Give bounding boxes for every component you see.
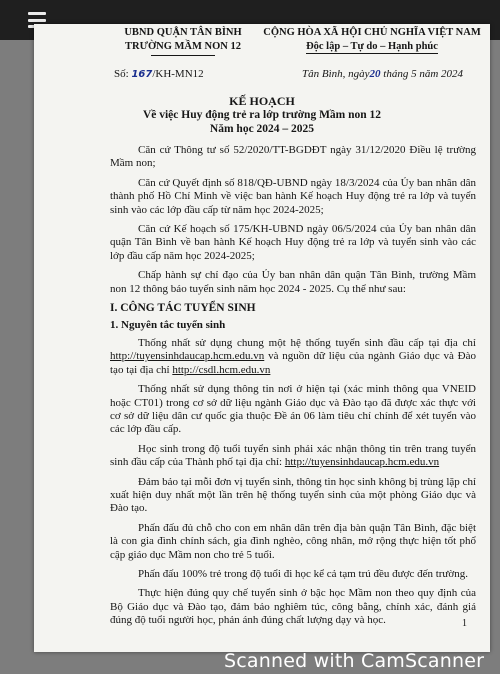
paragraph-regulations: Thực hiện đúng quy chế tuyển sinh ở bậc học Mầm non theo quy định của Bộ Giáo dục và Đào tạo, đảm bảo nghiêm túc, công bằng, chính xác, đánh giá đúng độ tuổi người học, phản ánh đúng chất lượng dạy và học. — [110, 587, 476, 627]
issuing-authority — [106, 26, 260, 56]
document-body — [110, 144, 476, 634]
authority-school: TRƯỜNG MẦM NON 12 — [125, 41, 241, 52]
handwritten-number: 167 — [131, 69, 153, 80]
paragraph-residence: Thống nhất sử dụng thông tin nơi ở hiện tại (xác minh thông qua VNEID hoặc CT01) trong cơ sở dữ liệu ngành Giáo dục và Đào tạo đã được xác thực với cơ sở dữ liệu dân cư quốc gia thuộc Đề án 06 làm tiêu chí chính để xét tuyển vào các lớp đầu cấp. — [110, 383, 476, 436]
title-subject: Về việc Huy động trẻ ra lớp trường Mầm non 12 — [142, 109, 382, 121]
national-motto: Độc lập – Tự do – Hạnh phúc — [306, 41, 438, 52]
header-underline — [151, 55, 215, 56]
handwritten-day: 20 — [369, 68, 381, 80]
paragraph-legal-basis-2: Căn cứ Quyết định số 818/QĐ-UBND ngày 18/3/2024 của Ủy ban nhân dân thành phố Hồ Chí Minh về việc ban hành Kế hoạch Huy động trẻ ra lớp và tuyển sinh vào các lớp đầu cấp từ năm học 2024-2025; — [110, 176, 476, 216]
title-year: Năm học 2024 – 2025 — [209, 123, 315, 135]
scanner-watermark: Scanned with CamScanner — [224, 650, 485, 672]
paragraph-legal-basis-3: Căn cứ Kế hoạch số 175/KH-UBND ngày 06/5/2024 của Ủy ban nhân dân quận Tân Bình về ban hành Kế hoạch Huy động trẻ ra lớp và tuyển sinh vào các lớp đầu cấp năm học 2024-2025; — [110, 223, 476, 262]
paragraph-no-duplicates: Đảm bảo tại mỗi đơn vị tuyển sinh, thông tin học sinh không bị trùng lặp chỉ xuất hiện duy nhất một lần trên hệ thống tuyển sinh của một phòng Giáo dục và Đào tạo. — [110, 475, 476, 515]
link-tuyensinh-2[interactable]: http://tuyensinhdaucap.hcm.edu.vn — [284, 456, 440, 469]
title-type: KẾ HOẠCH — [229, 94, 295, 108]
document-number: Số: 167/KH-MN12 — [114, 68, 204, 80]
national-title: CỘNG HÒA XÃ HỘI CHỦ NGHĨA VIỆT NAM — [263, 27, 481, 38]
link-csdl[interactable]: http://csdl.hcm.edu.vn — [172, 363, 271, 376]
paragraph-capacity: Phấn đấu đủ chỗ cho con em nhân dân trên địa bàn quận Tân Bình, đặc biệt là con gia đình chính sách, gia đình nghèo, công nhân, mở rộng thực hiện tốt phổ cập giáo dục Mầm non cho trẻ 5 tuổi. — [110, 521, 476, 561]
paragraph-system: Thống nhất sử dụng chung một hệ thống tuyển sinh đầu cấp tại địa chỉ http://tuyensinhdaucap.hcm.edu.vn và nguồn dữ liệu của ngành Giáo dục và Đào tạo tại địa chỉ http://csdl.hcm.edu.vn — [110, 336, 476, 376]
link-tuyensinh[interactable]: http://tuyensinhdaucap.hcm.edu.vn — [110, 350, 265, 363]
subsection-heading: 1. Nguyên tắc tuyển sinh — [110, 319, 226, 332]
paragraph-directive: Chấp hành sự chỉ đạo của Ủy ban nhân dân quận Tân Bình, trường Mầm non 12 thông báo tuyển sinh năm học 2024 - 2025. Cụ thể như sau: — [110, 269, 476, 295]
document-date: Tân Bình, ngày20 tháng 5 năm 2024 — [302, 68, 464, 80]
page-number: 1 — [462, 618, 467, 629]
section-heading: I. CÔNG TÁC TUYỂN SINH — [110, 302, 256, 315]
document-title — [34, 94, 490, 136]
document-page — [34, 24, 490, 652]
paragraph-confirmation: Học sinh trong độ tuổi tuyển sinh phải xác nhận thông tin trên trang tuyển sinh đầu cấp của Thành phố tại địa chỉ: http://tuyensinhdaucap.hcm.edu.vn — [110, 442, 476, 469]
national-header — [254, 26, 490, 54]
paragraph-attendance: Phấn đấu 100% trẻ trong độ tuổi đi học kể cả tạm trú đều được đến trường. — [138, 567, 468, 580]
paragraph-legal-basis-1: Căn cứ Thông tư số 52/2020/TT-BGDĐT ngày 31/12/2020 Điều lệ trường Mầm non; — [110, 144, 476, 170]
authority-district: UBND QUẬN TÂN BÌNH — [124, 27, 242, 38]
